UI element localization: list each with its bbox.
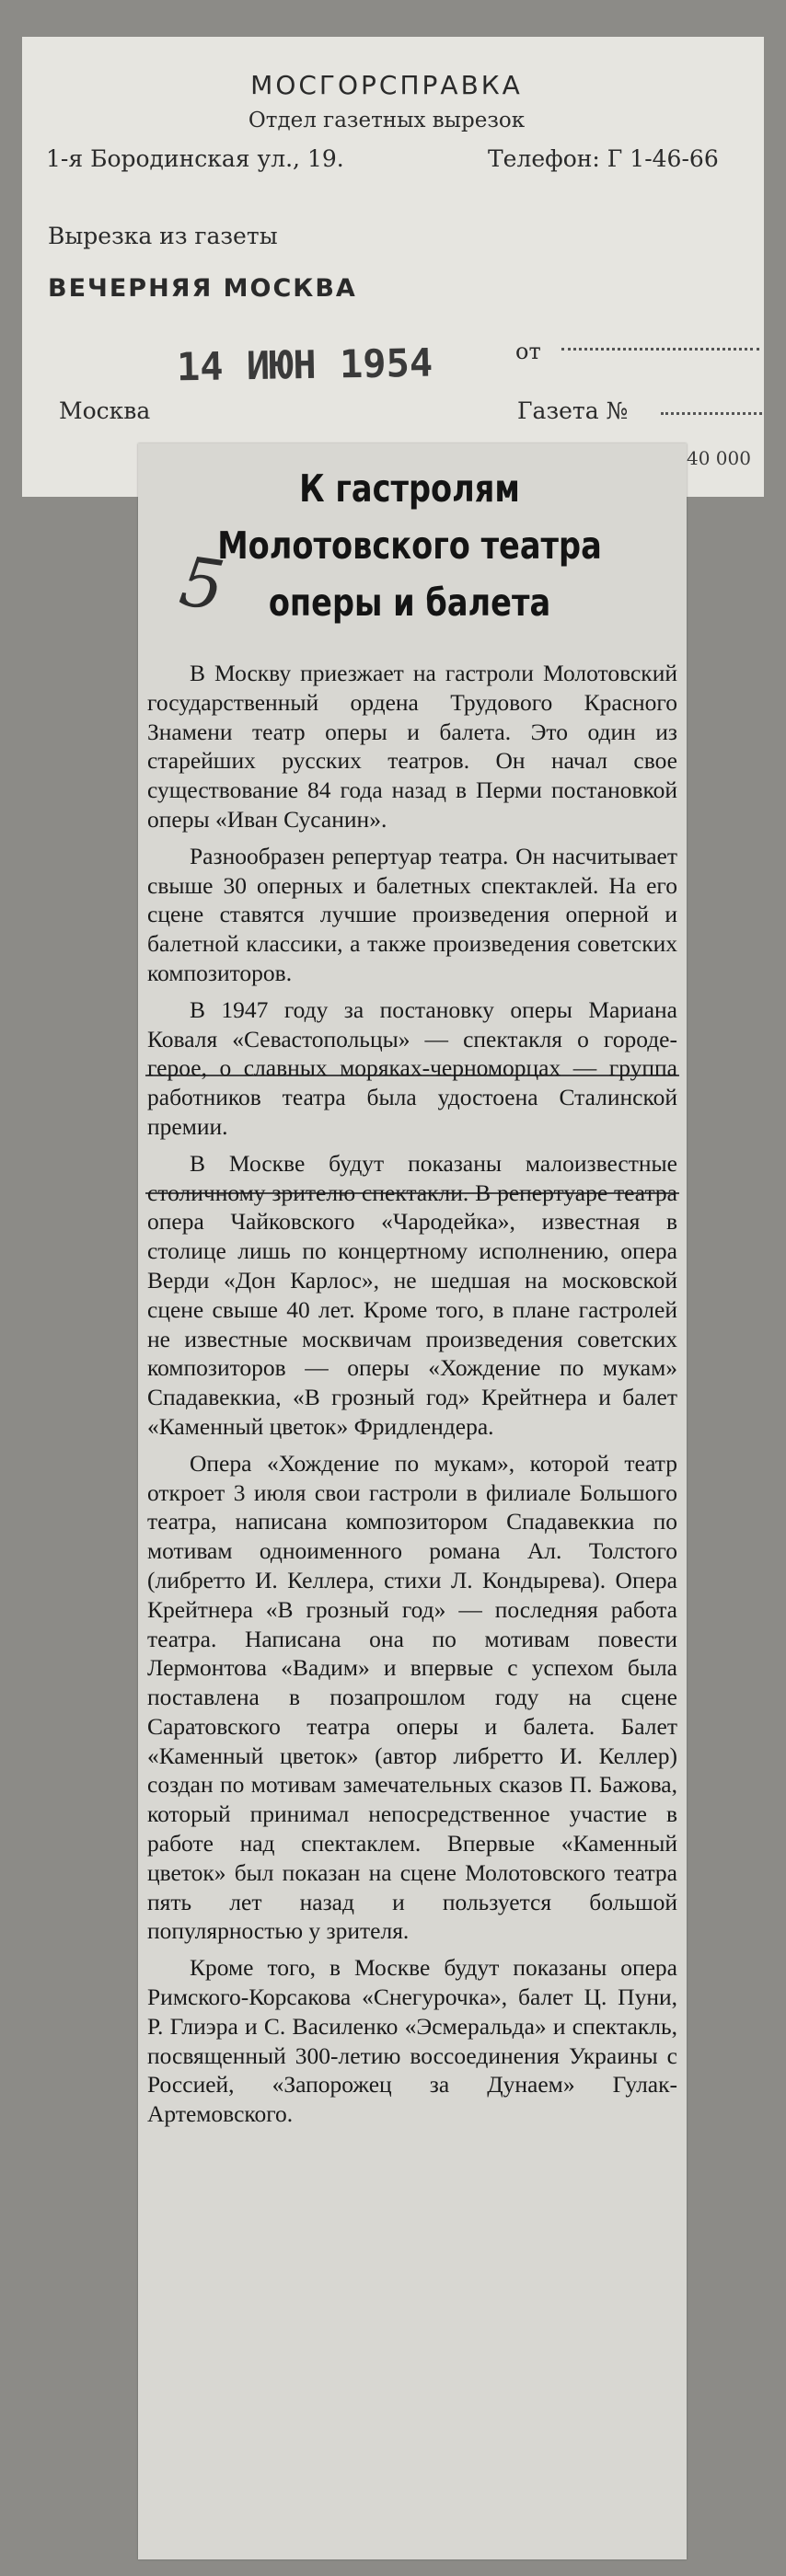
agency-address: 1-я Бородинская ул., 19. [46, 145, 344, 172]
date-stamp: 14 ИЮН 1954 [176, 339, 433, 390]
article-paragraph: Разнообразен репертуар театра. Он насчитывает свыше 30 оперных и балетных спектаклей. На его сцене ставятся лучшие произведения оперной и балетной классики, а также произведения советских композиторов. [147, 842, 677, 986]
headline-line: К гастролям [299, 466, 520, 511]
agency-phone: Телефон: Г 1-46-66 [488, 145, 719, 172]
city-label: Москва [59, 397, 151, 424]
article-paragraph: Кроме того, в Москве будут показаны опера Римского-Корсакова «Снегурочка», балет Ц. Пуни, Р. Глиэра и С. Василенко «Эсмеральда» и спектакль, посвященный 300-летию воссоединения Украины с Россией, «Запорожец за Дунаем» Гулак-Артемовского. [147, 1954, 677, 2128]
newspaper-name: ВЕЧЕРНЯЯ МОСКВА [48, 274, 357, 303]
clipping-label: Вырезка из газеты [48, 223, 278, 249]
headline-line: оперы и балета [268, 581, 551, 625]
dotted-fill-line [561, 348, 759, 351]
handwritten-mark: 5 [175, 542, 229, 627]
article-paragraph: В 1947 году за постановку оперы Мариана Коваля «Севастопольцы» — спектакля о городе-герое, о славных моряках-черноморцах — группа работников театра была удостоена Сталинской премии. [147, 995, 677, 1140]
article-paragraph: В Москве будут показаны малоизвестные столичному зрителю спектакли. В репертуаре театра опера Чайковского «Чародейка», известная в столице лишь по концертному исполнению, опера Верди «Дон Карлос», не шедшая на московской сцене свыше 40 лет. Кроме того, в плане гастролей не известные москвичам произведения советских композиторов — оперы «Хождение по мукам» Спадавеккиа, «В грозный год» Крейтнера и балет «Каменный цветок» Фридлендера. [147, 1149, 677, 1440]
article-paragraph: Опера «Хождение по мукам», которой театр откроет 3 июля свои гастроли в филиале Большого театра, написана композитором Спадавеккиа по мотивам одноименного романа Ал. Толстого (либретто И. Келлера, стихи Л. Кондырева). Опера Крейтнера «В грозный год» — последняя работа театра. Написана она по мотивам повести Лермонтова «Вадим» и впервые с успехом была поставлена в позапрошлом году на сцене Саратовского театра оперы и балета. Балет «Каменный цветок» (автор либретто И. Келлер) создан по мотивам замечательных сказов П. Бажова, который принимал непосредственное участие в работе над спектаклем. Впервые «Каменный цветок» был показан на сцене Молотовского театра пять лет назад и пользуется большой популярностью у зрителя. [147, 1449, 677, 1945]
article-body [147, 659, 677, 2136]
article-paragraph: В Москву приезжает на гастроли Молотовский государственный ордена Трудового Красного Знамени театр оперы и балета. Это один из старейших русских театров. Он начал свое существование 84 года назад в Перми постановкой оперы «Иван Сусанин». [147, 660, 677, 833]
mosgorspravka-form [22, 37, 764, 497]
dotted-fill-line [661, 412, 762, 415]
circulation-number: 40 000 [687, 447, 751, 469]
from-label: от [515, 339, 541, 364]
department-name: Отдел газетных вырезок [248, 109, 526, 132]
agency-title: МОСГОРСПРАВКА [250, 70, 523, 100]
paper-number-label: Газета № [517, 397, 629, 424]
headline-line: Молотовского театра [217, 523, 602, 568]
article-headline [198, 460, 620, 631]
